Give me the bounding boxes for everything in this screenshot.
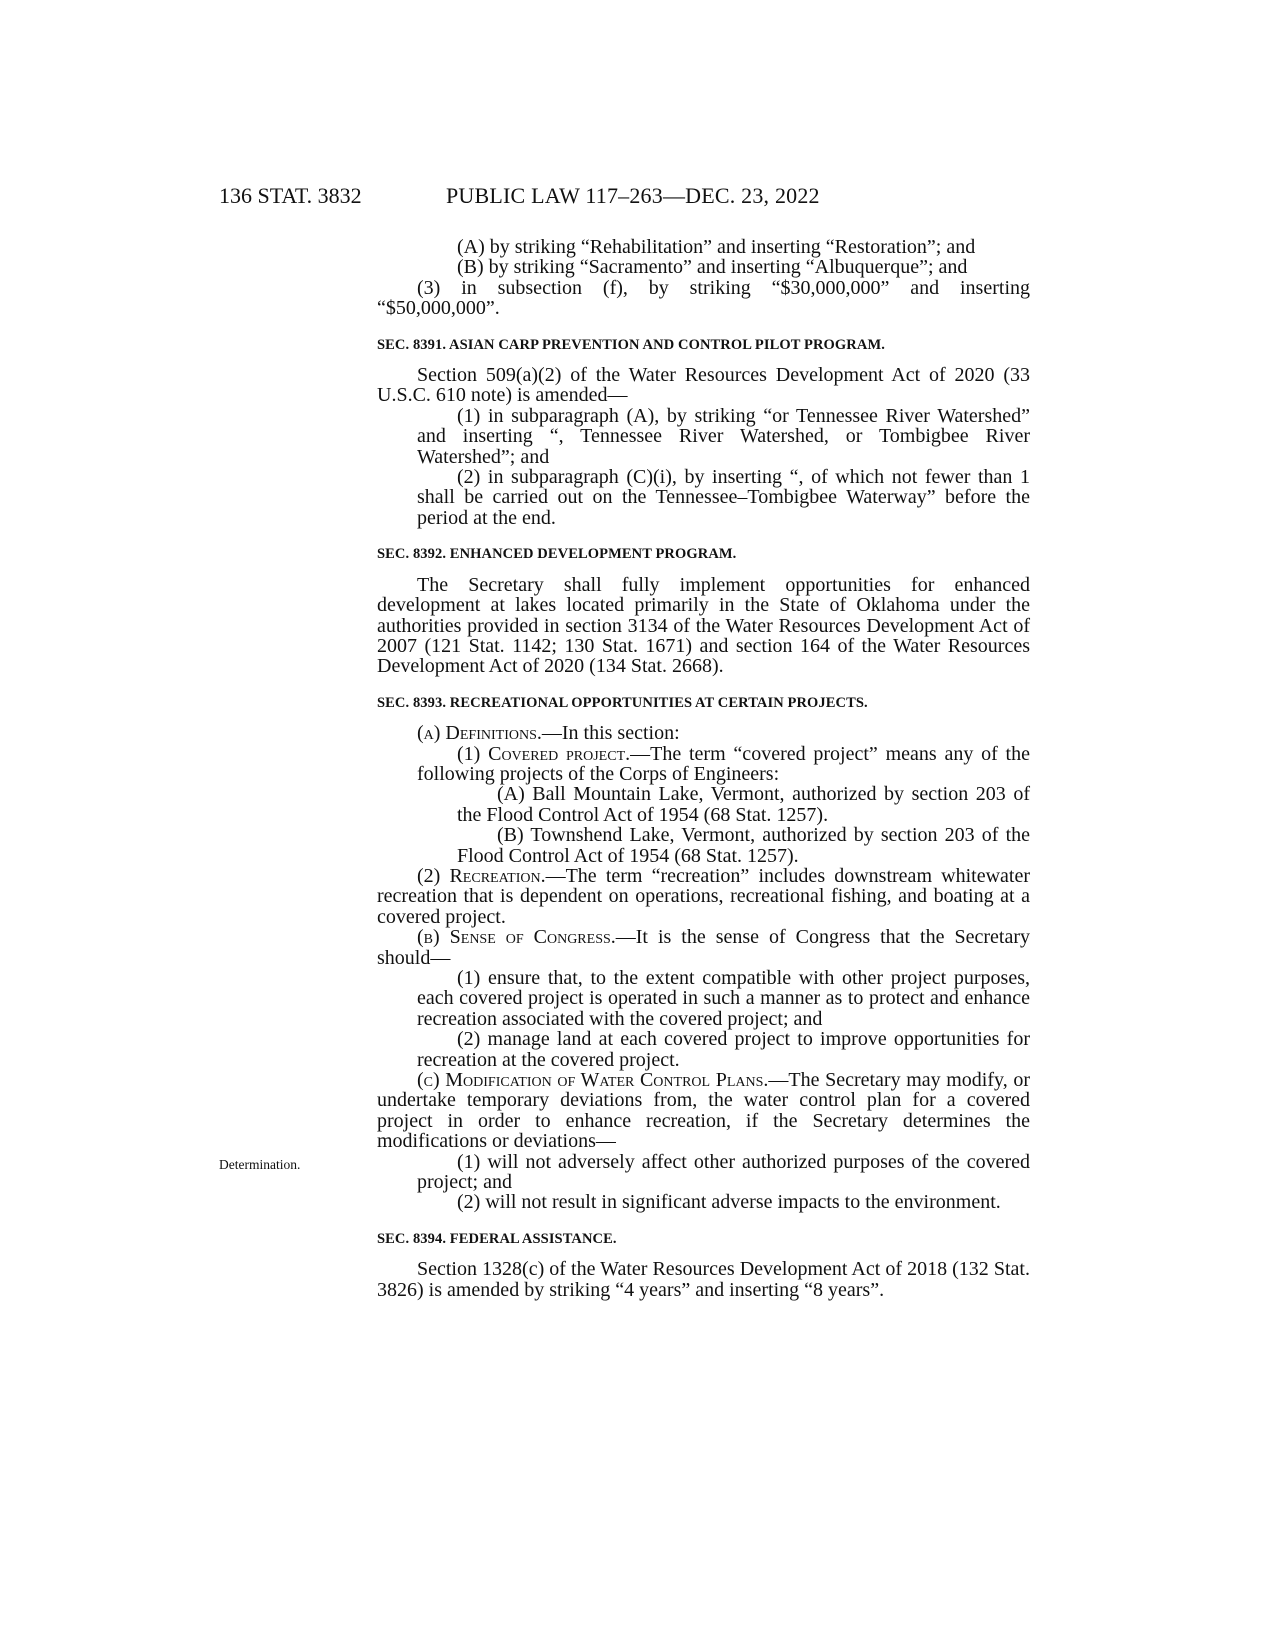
sec8391-intro: Section 509(a)(2) of the Water Resources Development Act of 2020 (33 U.S.C. 610 note) is amended— bbox=[377, 364, 1030, 407]
sec8393-subsection-b bbox=[377, 927, 1030, 968]
sec8393-b-paragraph-1: (1) ensure that, to the extent compatible with other project purposes, each covered project is operated in such a manner as to protect and enhance recreation associated with the covered project; and bbox=[417, 967, 1030, 1030]
sec8392-body: The Secretary shall fully implement opportunities for enhanced development at lakes located primarily in the State of Oklahoma under the authorities provided in section 3134 of the Water Resources Development Act of 2007 (121 Stat. 1142; 130 Stat. 1671) and section 164 of the Water Resources Development Act of 2020 (134 Stat. 2668). bbox=[377, 573, 1030, 678]
section-heading-8394: SEC. 8394. FEDERAL ASSISTANCE. bbox=[377, 1230, 617, 1247]
page-header bbox=[0, 183, 1275, 223]
sec8393-b-paragraph-2: (2) manage land at each covered project to improve opportunities for recreation at the covered project. bbox=[417, 1028, 1030, 1071]
sec8393-c-paragraph-2: (2) will not result in significant adverse impacts to the environment. bbox=[457, 1191, 1001, 1214]
subsection-c-text: —The Secretary may modify, or undertake temporary deviations from, the water control plan for a covered project in order to enhance recreation, if the Secretary determines the modifications or deviations— bbox=[377, 1069, 1030, 1153]
sec8391-paragraph-2: (2) in subparagraph (C)(i), by inserting “, of which not fewer than 1 shall be carried out on the Tennessee–Tombigbee Waterway” before the period at the end. bbox=[417, 466, 1030, 529]
recreation-text: —The term “recreation” includes downstream whitewater recreation that is dependent on operations, recreational fishing, and boating at a covered project. bbox=[377, 864, 1030, 928]
subsection-a-text: —In this section: bbox=[541, 722, 680, 745]
document-body bbox=[377, 237, 1030, 1300]
sec8393-subsection-a bbox=[377, 723, 1030, 743]
public-law-title: PUBLIC LAW 117–263—DEC. 23, 2022 bbox=[446, 183, 820, 208]
paragraph-3: (3) in subsection (f), by striking “$30,000,000” and inserting “$50,000,000”. bbox=[377, 276, 1030, 320]
paragraph-2A: (A) by striking “Rehabilitation” and inserting “Restoration”; and bbox=[457, 236, 976, 258]
section-heading-8392: SEC. 8392. ENHANCED DEVELOPMENT PROGRAM. bbox=[377, 546, 737, 563]
statute-page-number: 136 STAT. 3832 bbox=[219, 183, 362, 208]
sec8393-a-paragraph-1 bbox=[377, 744, 1030, 785]
subsection-b-heading: (b) Sense of Congress. bbox=[417, 926, 616, 949]
sec8391-paragraph-1: (1) in subparagraph (A), by striking “or Tennessee River Watershed” and inserting “, Tennessee River Watershed, or Tombigbee River Watershed”; and bbox=[417, 404, 1030, 468]
marginal-note: Determination. bbox=[219, 1157, 301, 1172]
sec8393-subsection-c bbox=[377, 1070, 1030, 1152]
sec8393-a1-B: (B) Townshend Lake, Vermont, authorized by section 203 of the Flood Control Act of 1954 (68 Stat. 1257). bbox=[457, 824, 1030, 867]
sec8393-a-paragraph-2 bbox=[377, 866, 1030, 927]
section-heading-8391: SEC. 8391. ASIAN CARP PREVENTION AND CONTROL PILOT PROGRAM. bbox=[377, 336, 885, 353]
section-heading-8393: SEC. 8393. RECREATIONAL OPPORTUNITIES AT CERTAIN PROJECTS. bbox=[377, 694, 868, 711]
covered-project-heading: (1) Covered project. bbox=[457, 742, 631, 765]
recreation-heading: (2) Recreation. bbox=[417, 864, 546, 887]
covered-project-text: —The term “covered project” means any of the following projects of the Corps of Engineers: bbox=[417, 742, 1030, 785]
sec8393-c-paragraph-1: (1) will not adversely affect other authorized purposes of the covered project; and bbox=[417, 1150, 1030, 1194]
subsection-a-heading: (a) Definitions. bbox=[417, 722, 542, 745]
subsection-b-text: —It is the sense of Congress that the Secretary should— bbox=[377, 926, 1030, 969]
sec8393-a1-A: (A) Ball Mountain Lake, Vermont, authorized by section 203 of the Flood Control Act of 1954 (68 Stat. 1257). bbox=[457, 783, 1030, 826]
sec8394-body: Section 1328(c) of the Water Resources Development Act of 2018 (132 Stat. 3826) is amended by striking “4 years” and inserting “8 years”. bbox=[377, 1258, 1030, 1301]
paragraph-2B: (B) by striking “Sacramento” and inserting “Albuquerque”; and bbox=[457, 256, 968, 279]
subsection-c-heading: (c) Modification of Water Control Plans. bbox=[417, 1069, 769, 1092]
